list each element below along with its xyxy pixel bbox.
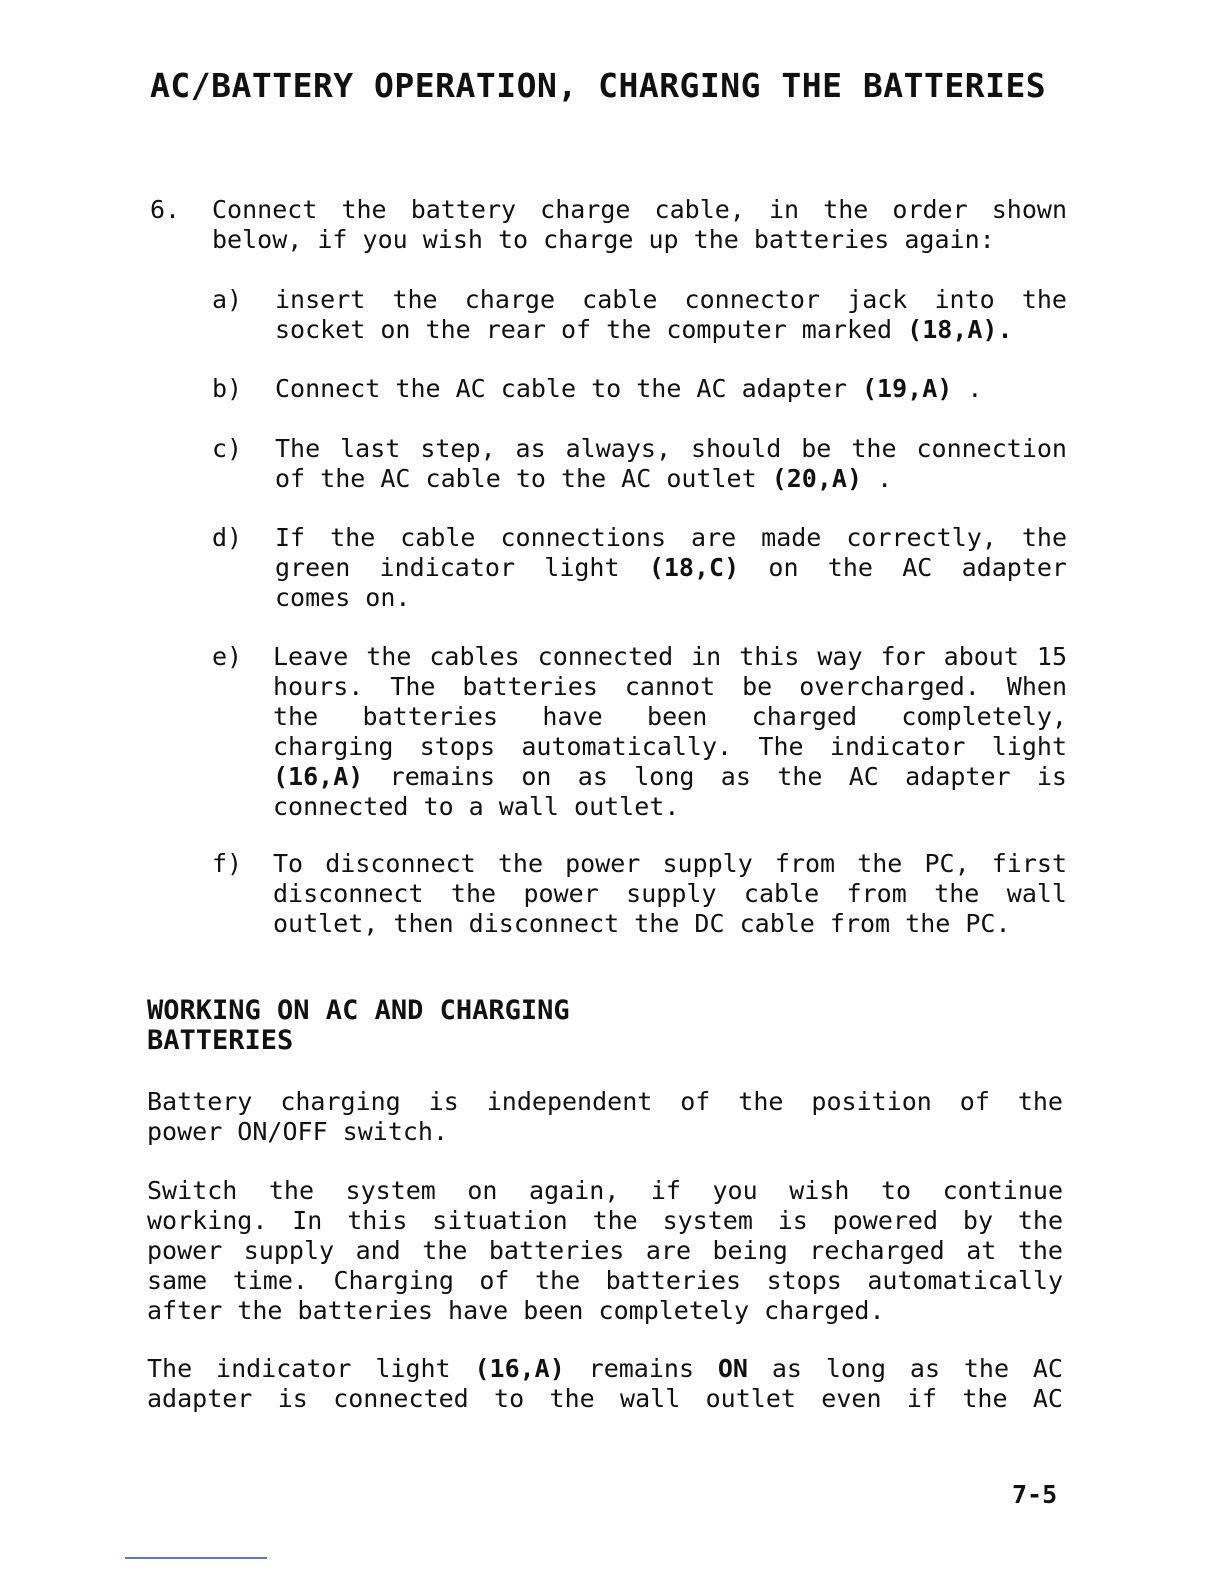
paragraph-3-line-1 <box>147 1354 1063 1384</box>
figure-reference: (16,A) <box>273 762 364 791</box>
paragraph-2-line-5: after the batteries have been completely charged. <box>147 1296 885 1325</box>
substep-b-text-run: Connect the AC cable to the AC adapter <box>275 374 862 403</box>
substep-b-end: . <box>952 374 983 403</box>
on-emphasis: ON <box>717 1354 748 1383</box>
substep-a-text-run: socket on the rear of the computer marked <box>275 315 908 344</box>
substep-b-line-1 <box>275 374 1067 404</box>
substep-d-text <box>275 523 1067 613</box>
substep-b-label: b) <box>212 374 243 403</box>
figure-reference: (18,A). <box>907 315 1013 344</box>
footer-rule <box>125 1557 267 1559</box>
figure-reference: (20,A) <box>771 464 863 493</box>
substep-e-line-2: hours. The batteries cannot be overcharged. When <box>273 672 1067 701</box>
substep-e-label: e) <box>212 642 243 671</box>
substep-d-line-3: comes on. <box>275 583 411 612</box>
paragraph-1 <box>147 1087 1063 1147</box>
substep-c-text <box>275 434 1067 494</box>
step-6-line-1: Connect the battery charge cable, in the order shown <box>212 195 1067 224</box>
substep-f-line-3: outlet, then disconnect the DC cable from the PC. <box>273 909 1011 938</box>
substep-a-label: a) <box>212 285 243 314</box>
substep-d-text-run-2: on the AC adapter <box>739 553 1067 582</box>
substep-a-text <box>275 285 1067 345</box>
substep-a-line-2 <box>275 315 1067 345</box>
figure-reference: (18,C) <box>648 553 740 582</box>
section-heading <box>147 996 570 1056</box>
step-6-line-2: below, if you wish to charge up the batteries again: <box>212 225 995 254</box>
paragraph-2 <box>147 1176 1063 1326</box>
section-heading-line-1: WORKING ON AC AND CHARGING <box>147 995 570 1026</box>
substep-f-text <box>273 849 1067 939</box>
substep-c-text-run: of the AC cable to the AC outlet <box>275 464 772 493</box>
substep-e-line-5 <box>273 762 1067 792</box>
paragraph-3-text-run-3: as long as the AC <box>747 1354 1063 1383</box>
paragraph-1-line-2: power ON/OFF switch. <box>147 1117 449 1146</box>
page-number: 7-5 <box>1012 1480 1058 1509</box>
substep-e-text-run: remains on as long as the AC adapter is <box>363 762 1067 791</box>
paragraph-2-line-4: same time. Charging of the batteries stops automatically <box>147 1266 1063 1295</box>
step-number: 6. <box>150 195 181 224</box>
page-title: AC/BATTERY OPERATION, CHARGING THE BATTERIES <box>150 66 1047 105</box>
paragraph-2-line-2: working. In this situation the system is powered by the <box>147 1206 1063 1235</box>
substep-f-line-1: To disconnect the power supply from the PC, first <box>273 849 1067 878</box>
substep-c-line-2 <box>275 464 1067 494</box>
paragraph-1-line-1: Battery charging is independent of the position of the <box>147 1087 1063 1116</box>
figure-reference: (16,A) <box>474 1354 565 1383</box>
substep-c-end: . <box>862 464 893 493</box>
substep-e-line-6: connected to a wall outlet. <box>273 792 680 821</box>
substep-d-text-run: green indicator light <box>275 553 649 582</box>
paragraph-2-line-1: Switch the system on again, if you wish to continue <box>147 1176 1063 1205</box>
substep-e-line-4: charging stops automatically. The indicator light <box>273 732 1067 761</box>
substep-c-line-1: The last step, as always, should be the connection <box>275 434 1067 463</box>
step-6-text <box>212 195 1067 255</box>
substep-a-line-1: insert the charge cable connector jack into the <box>275 285 1067 314</box>
figure-reference: (19,A) <box>862 374 953 403</box>
substep-d-line-1: If the cable connections are made correctly, the <box>275 523 1067 552</box>
substep-f-line-2: disconnect the power supply cable from the wall <box>273 879 1067 908</box>
substep-d-label: d) <box>212 523 243 552</box>
substep-f-label: f) <box>212 849 243 878</box>
substep-d-line-2 <box>275 553 1067 583</box>
substep-e-line-3: the batteries have been charged completely, <box>273 702 1067 731</box>
paragraph-3 <box>147 1354 1063 1414</box>
paragraph-2-line-3: power supply and the batteries are being recharged at the <box>147 1236 1063 1265</box>
paragraph-3-text-run: The indicator light <box>147 1354 475 1383</box>
substep-e-line-1: Leave the cables connected in this way for about 15 <box>273 642 1067 671</box>
section-heading-line-2: BATTERIES <box>147 1025 294 1056</box>
substep-c-label: c) <box>212 434 243 463</box>
substep-e-text <box>273 642 1067 822</box>
paragraph-3-text-run-2: remains <box>564 1354 718 1383</box>
paragraph-3-line-2: adapter is connected to the wall outlet even if the AC <box>147 1384 1063 1413</box>
substep-b-text <box>275 374 1067 404</box>
